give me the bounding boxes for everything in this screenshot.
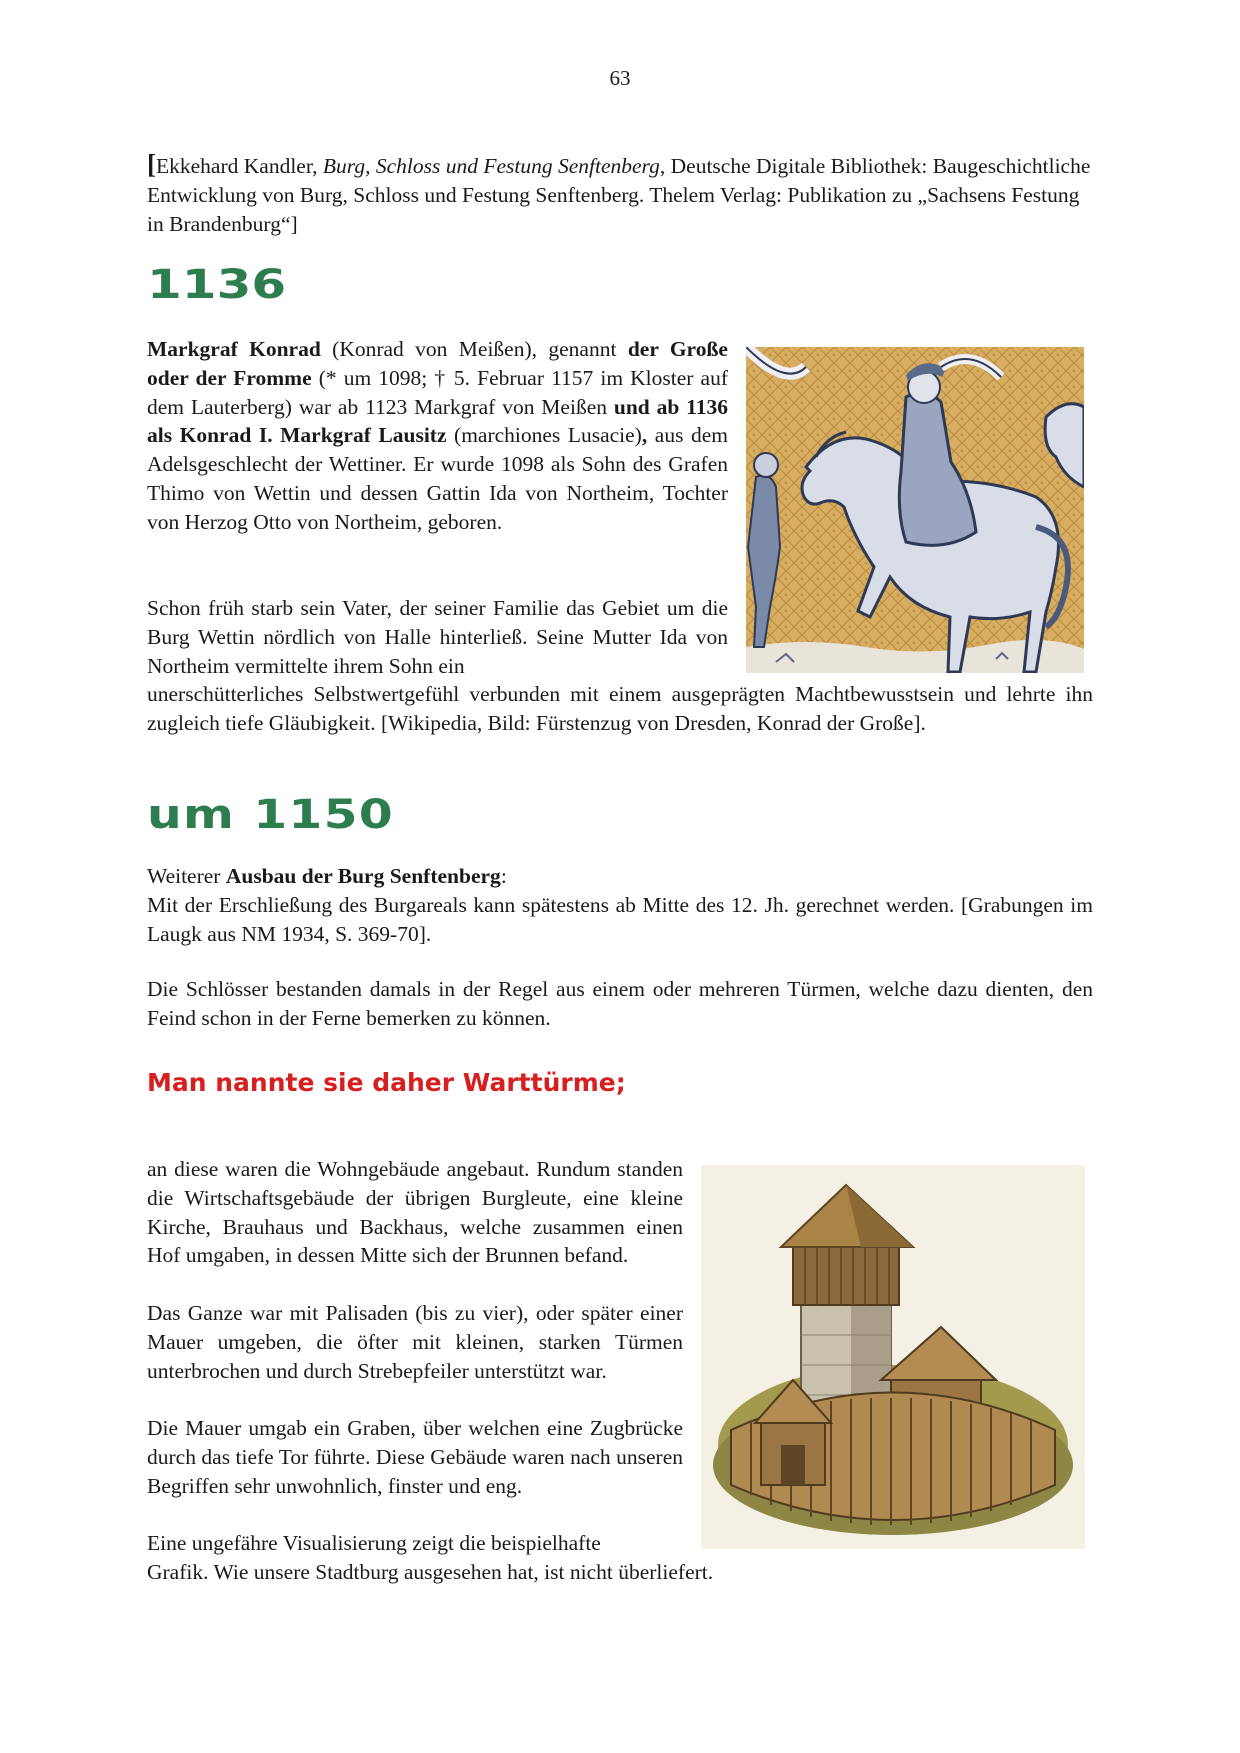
wartturm-illustration	[701, 1165, 1085, 1549]
page-number: 63	[609, 66, 631, 90]
palisaden-paragraph: Das Ganze war mit Palisaden (bis zu vier), oder später einer Mauer umgeben, die öfter mit kleinen, starken Türmen unterbrochen und durch Strebepfeiler unterstützt war.	[147, 1301, 683, 1383]
wohngebaeude-paragraph: an diese waren die Wohngebäude angebaut. Rundum standen die Wirtschaftsgebäude der übrigen Burgleute, eine kleine Kirche, Brauhaus und Backhaus, welche zusammen einen Hof umgaben, in dessen Mitte sich der Brunnen befand.	[147, 1157, 683, 1268]
warttuerme-heading: Man nannte sie daher Warttürme;	[147, 1068, 626, 1097]
visualisierung-last-line: Grafik. Wie unsere Stadtburg ausgesehen hat, ist nicht überliefert.	[147, 1560, 714, 1584]
vater-paragraph: Schon früh starb sein Vater, der seiner Familie das Gebiet um die Burg Wettin nördlich von Halle hinterließ. Seine Mutter Ida von Northeim vermittelte ihrem Sohn ein	[147, 596, 728, 678]
konrad-paragraph: Markgraf Konrad (Konrad von Meißen), genannt der Große oder der Fromme (* um 1098; † 5. Februar 1157 im Kloster auf dem Lauterberg) war ab 1123 Markgraf von Meißen und ab 1136 als Konrad I. Markgraf Lausitz (marchiones Lusacie), aus dem Adelsgeschlecht der Wettiner. Er wurde 1098 als Sohn des Grafen Thimo von Wettin und dessen Gattin Ida von Northeim, Tochter von Herzog Otto von Northeim, geboren.	[147, 337, 728, 534]
year-heading-1136: 1136	[147, 262, 287, 308]
vater-paragraph-continued: unerschütterliches Selbstwertgefühl verbunden mit einem ausgeprägten Machtbewusstsein und lehrte ihn zugleich tiefe Gläubigkeit. [Wikipedia, Bild: Fürstenzug von Dresden, Konrad der Große].	[147, 682, 1093, 735]
visualisierung-line: Eine ungefähre Visualisierung zeigt die beispielhafte	[147, 1531, 601, 1555]
citation-title: Burg, Schloss und Festung Senftenberg	[322, 154, 660, 178]
citation: [Ekkehard Kandler, Burg, Schloss und Festung Senftenberg, Deutsche Digitale Bibliothek: Baugeschichtliche Entwicklung von Burg, Schloss und Festung Senftenberg. Thelem Verlag: Publikation zu „Sachsens Festung in Brandenburg“]	[147, 149, 1091, 236]
year-heading-1150: um 1150	[147, 792, 394, 838]
schloesser-paragraph: Die Schlösser bestanden damals in der Regel aus einem oder mehreren Türmen, welche dazu dienten, den Feind schon in der Ferne bemerken zu können.	[147, 977, 1093, 1030]
graben-paragraph: Die Mauer umgab ein Graben, über welchen eine Zugbrücke durch das tiefe Tor führte. Diese Gebäude waren nach unseren Begriffen sehr unwohnlich, finster und eng.	[147, 1416, 683, 1498]
ausbau-paragraph: Weiterer Ausbau der Burg Senftenberg: Mit der Erschließung des Burgareals kann spätestens ab Mitte des 12. Jh. gerechnet werden. [Grabungen im Laugk aus NM 1934, S. 369-70].	[147, 864, 1093, 946]
konrad-fuerstenzug-image	[746, 347, 1084, 673]
